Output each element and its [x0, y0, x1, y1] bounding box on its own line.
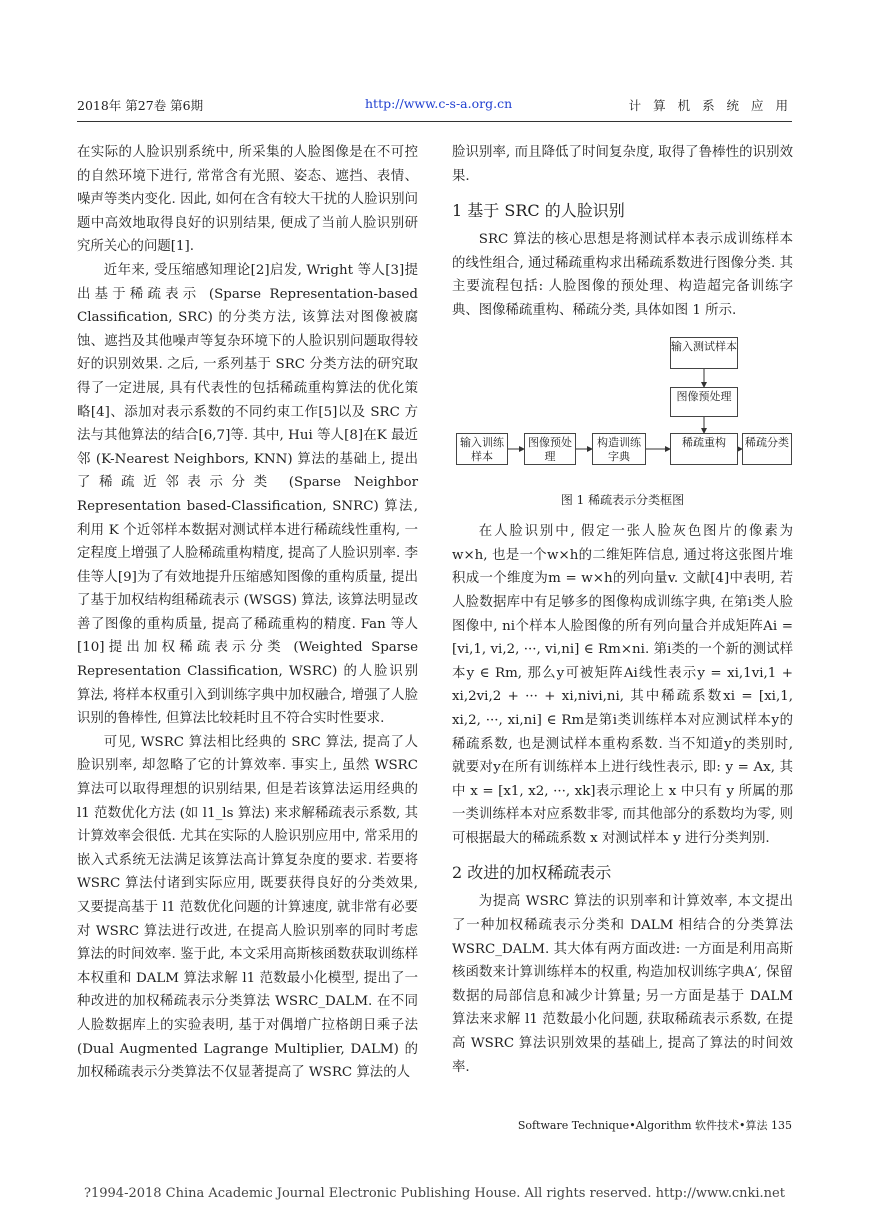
right-column [452, 141, 793, 1079]
journal-url-link[interactable]: http://www.c-s-a.org.cn [365, 96, 513, 111]
paragraph: SRC 算法的核心思想是将测试样本表示成训练样本的线性组合, 通过稀疏重构求出稀疏系数进行图像分类. 其主要流程包括: 人脸图像的预处理、构造超完备训练字典、图像稀疏重构、稀疏分类, 具体如图 1 所示. [452, 232, 793, 318]
journal-title: 计 算 机 系 统 应 用 [628, 98, 792, 113]
header-rule [77, 121, 792, 122]
paragraph: 在人脸识别中, 假定一张人脸灰色图片的像素为 w×h, 也是一个w×h的二维矩阵信息, 通过将这张图片堆积成一个维度为m = w×h的列向量v. 文献[4]中表明, 若人脸数据库中有足够多的图像构成训练字典, 在第i类人脸图像中, ni个样本人脸图像的所有列向量合并成矩阵Ai = [vi,1, vi,2, ···, vi,ni] ∈ Rm×ni. 第i类的一个新的测试样本y ∈ Rm, 那么y可被矩阵Ai线性表示y = xi,1vi,1 + xi,2vi,2 + ··· + xi,nivi,ni, 其中稀疏系数xi = [xi,1, xi,2, ···, xi,ni] ∈ Rm是第i类训练样本对应测试样本y的稀疏系数, 也是测试样本重构系数. 当不知道y的类别时, 就要对y在所有训练样本上进行线性表示, 即: y = Ax, 其中 x = [x1, x2, ···, xk]表示理论上 x 中只有 y 所属的那一类训练样本对应系数非零, 而其他部分的系数均为零, 则可根据最大的稀疏系数 x 对测试样本 y 进行分类判别. [452, 524, 793, 846]
copyright-footer: ?1994-2018 China Academic Journal Electronic Publishing House. All rights reserved. http://www.cnki.net [84, 1186, 785, 1201]
sparse-classification-box: 稀疏分类 [742, 433, 792, 465]
flowchart-figure [452, 333, 793, 483]
preprocess-box-left: 图像预处理 [524, 433, 576, 465]
section-heading: 2 改进的加权稀疏表示 [452, 863, 612, 883]
paragraph: 为提高 WSRC 算法的识别率和计算效率, 本文提出了一种加权稀疏表示分类和 DALM 相结合的分类算法 WSRC_DALM. 其大体有两方面改进: 一方面是利用高斯核函数来计算训练样本的权重, 构造加权训练字典A′, 保留数据的局部信息和减少计算量; 另一方面是基于 DALM 算法来求解 l1 范数最小化问题, 获取稀疏表示系数, 在提高 WSRC 算法识别效果的基础上, 提高了算法的时间效率. [452, 894, 793, 1075]
input-test-sample-box: 输入测试样本 [670, 337, 738, 369]
left-column [77, 141, 418, 1085]
paragraph: 近年来, 受压缩感知理论[2]启发, Wright 等人[3]提出基于稀疏表示 (Sparse Representation-based Classification, SRC) 的分类方法, 该算法对图像被腐蚀、遮挡及其他噪声等复杂环境下的人脸识别问题取得较好的识别效果. 之后, 一系列基于 SRC 分类方法的研究取得了一定进展, 具有代表性的包括稀疏重构算法的优化策略[4]、添加对表示系数的不同约束工作[5]以及 SRC 方法与其他算法的结合[6,7]等. 其中, Hui 等人[8]在K 最近邻 (K-Nearest Neighbors, KNN) 算法的基础上, 提出了稀疏近邻表示分类 (Sparse Neighbor Representation based-Classification, SNRC) 算法, 利用 K 个近邻样本数据对测试样本进行稀疏线性重构, 一定程度上增强了人脸稀疏重构精度, 提高了人脸识别率. 李佳等人[9]为了有效地提升压缩感知图像的重构质量, 提出了基于加权结构组稀疏表示 (WSGS) 算法, 该算法明显改善了图像的重构质量, 提高了稀疏重构的精度. Fan 等人[10]提出加权稀疏表示分类 (Weighted Sparse Representation Classification, WSRC) 的人脸识别算法, 将样本权重引入到训练字典中加权融合, 增强了人脸识别的鲁棒性, 但算法比较耗时且不符合实时性要求. [77, 262, 418, 727]
section-page-label: Software Technique•Algorithm 软件技术•算法 135 [517, 1119, 792, 1132]
figure-caption: 图 1 稀疏表示分类框图 [560, 492, 685, 507]
journal-issue: 2018年 第27卷 第6期 [77, 98, 204, 113]
paragraph: 可见, WSRC 算法相比经典的 SRC 算法, 提高了人脸识别率, 却忽略了它的计算效率. 事实上, 虽然 WSRC 算法可以取得理想的识别结果, 但是若该算法运用经典的 l1 范数优化方法 (如 l1_ls 算法) 来求解稀疏表示系数, 其计算效率会很低. 尤其在实际的人脸识别应用中, 常采用的嵌入式系统无法满足该算法高计算复杂度的要求. 若要将 WSRC 算法付诸到实际应用, 既要获得良好的分类效果, 又要提高基于 l1 范数优化问题的计算速度, 就非常有必要对 WSRC 算法进行改进, 在提高人脸识别率的同时考虑算法的时间效率. 鉴于此, 本文采用高斯核函数获取训练样本权重和 DALM 算法求解 l1 范数最小化模型, 提出了一种改进的加权稀疏表示分类算法 WSRC_DALM. 在不同人脸数据库上的实验表明, 基于对偶增广拉格朗日乘子法 (Dual Augmented Lagrange Multiplier, DALM) 的加权稀疏表示分类算法不仅显著提高了 WSRC 算法的人 [77, 734, 418, 1081]
input-train-sample-box: 输入训练样本 [456, 433, 508, 465]
build-dictionary-box: 构造训练字典 [592, 433, 646, 465]
sparse-reconstruction-box: 稀疏重构 [670, 433, 738, 465]
section-heading: 1 基于 SRC 的人脸识别 [452, 201, 625, 221]
paragraph: 脸识别率, 而且降低了时间复杂度, 取得了鲁棒性的识别效果. [452, 145, 793, 184]
page-header [77, 96, 792, 118]
paragraph: 在实际的人脸识别系统中, 所采集的人脸图像是在不可控的自然环境下进行, 常常含有光照、姿态、遮挡、表情、噪声等类内变化. 因此, 如何在含有较大干扰的人脸识别问题中高效地取得良好的识别结果, 便成了当前人脸识别研究所关心的问题[1]. [77, 145, 418, 255]
preprocess-box-top: 图像预处理 [670, 387, 738, 417]
